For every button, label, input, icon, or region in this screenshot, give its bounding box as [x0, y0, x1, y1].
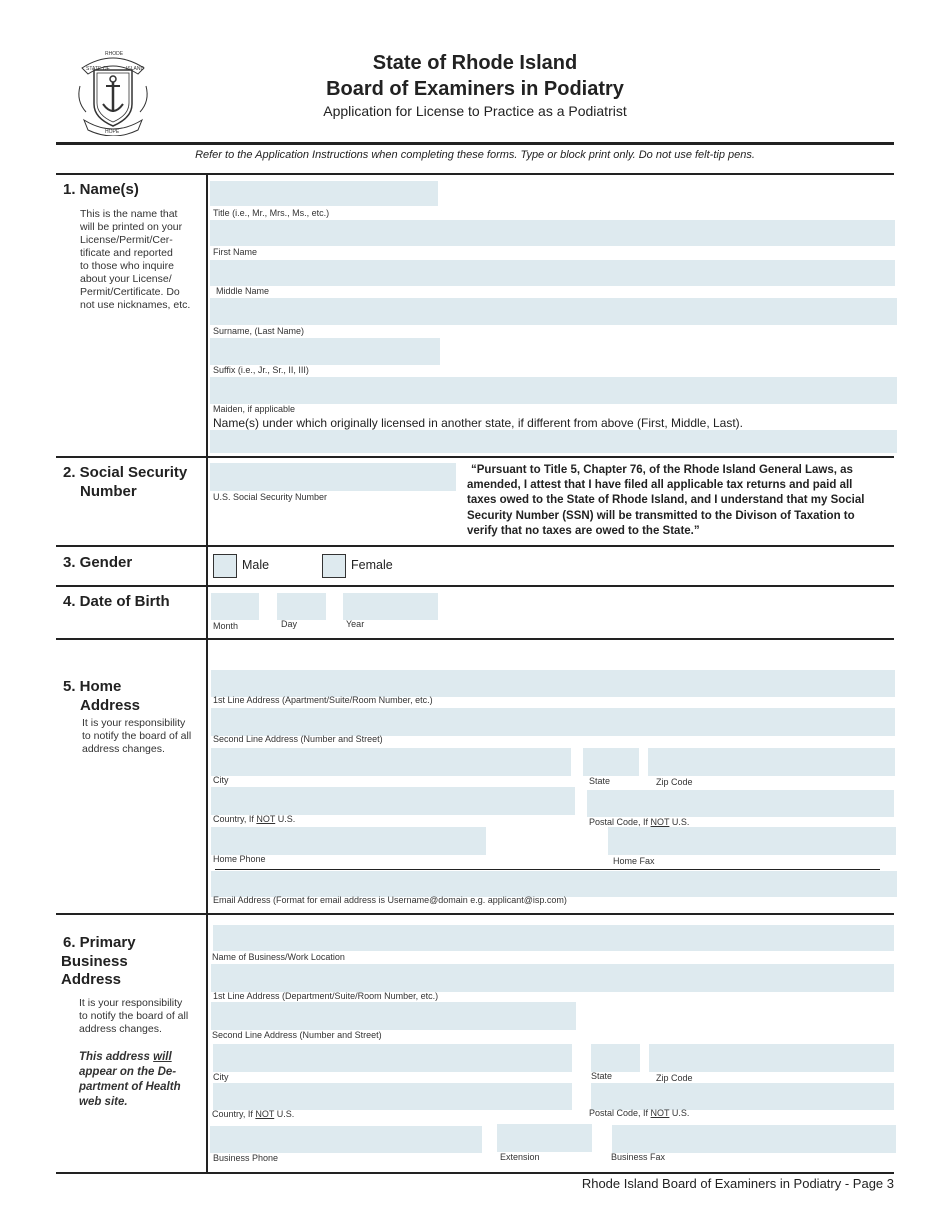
section-note [82, 717, 191, 756]
label-part: U.S. [669, 817, 690, 827]
field-label: Zip Code [656, 777, 693, 787]
field-label: Home Fax [613, 856, 655, 866]
label-part: NOT [255, 1109, 275, 1119]
note-line: appear on the De- [79, 1066, 177, 1078]
column-divider [206, 175, 208, 1173]
home-city-field[interactable] [211, 748, 571, 776]
business-city-field[interactable] [213, 1044, 572, 1072]
note-line: not use nicknames, etc. [80, 299, 191, 311]
divider [56, 142, 894, 145]
section-title: 2. Social Security [63, 464, 188, 481]
birth-day-field[interactable] [277, 593, 326, 620]
note-line: address changes. [82, 743, 165, 755]
page-subtitle: Application for License to Practice as a Podiatrist [323, 103, 627, 119]
note-line: It is your responsibility [82, 717, 186, 729]
field-label [589, 817, 689, 827]
business-phone-field[interactable] [210, 1126, 482, 1153]
middle-name-field[interactable] [210, 260, 895, 286]
note-line: partment of Health [79, 1081, 181, 1093]
business-state-field[interactable] [591, 1044, 640, 1072]
label-part: U.S. [274, 1109, 295, 1119]
business-extension-field[interactable] [497, 1124, 592, 1152]
field-label: City [213, 1072, 229, 1082]
note-line: License/Permit/Cer- [80, 234, 173, 246]
checkbox-label: Male [242, 558, 270, 572]
section-title: 5. Home [63, 678, 122, 695]
note-line: will be printed on your [80, 221, 183, 233]
website-notice [79, 1050, 181, 1110]
field-label: 1st Line Address (Department/Suite/Room Number, etc.) [213, 991, 439, 1001]
statement-line: “Pursuant to Title 5, Chapter 76, of the Rhode Island General Laws, as [471, 464, 853, 476]
home-state-field[interactable] [583, 748, 639, 776]
field-label: Second Line Address (Number and Street) [212, 1030, 382, 1040]
divider [56, 545, 894, 547]
section-title: Number [80, 483, 137, 500]
divider [56, 913, 894, 915]
seal-word: ISLAND [126, 66, 145, 72]
note-line: tificate and reported [80, 247, 173, 259]
home-country-field[interactable] [211, 787, 575, 815]
home-address-line2-field[interactable] [211, 708, 895, 736]
field-label: Extension [500, 1152, 540, 1162]
field-label: Middle Name [216, 286, 270, 296]
label-part: Country, If [212, 1109, 256, 1119]
note-part: will [153, 1051, 172, 1063]
note-line: to notify the board of all [79, 1010, 189, 1022]
label-part: U.S. [669, 1108, 690, 1118]
statement-line: taxes owed to the State of Rhode Island, and I understand that my Social [467, 494, 865, 507]
field-label: Home Phone [213, 854, 266, 864]
first-name-field[interactable] [210, 220, 895, 246]
field-label: 1st Line Address (Apartment/Suite/Room Number, etc.) [213, 695, 433, 705]
divider [56, 585, 894, 587]
section-title: Address [61, 971, 122, 988]
other-names-field[interactable] [210, 430, 897, 453]
section-title: 1. Name(s) [63, 181, 139, 198]
rule-line [215, 869, 880, 870]
surname-field[interactable] [210, 298, 897, 325]
checkbox-label: Female [351, 558, 393, 572]
section-title: 4. Date of Birth [63, 593, 170, 610]
page-title: Board of Examiners in Podiatry [326, 78, 624, 100]
field-label [212, 1109, 294, 1119]
field-label: State [591, 1071, 613, 1081]
section-note [80, 208, 190, 312]
field-label: Name of Business/Work Location [212, 952, 345, 962]
seal-word: HOPE [105, 129, 120, 135]
other-names-label: Name(s) under which originally licensed in another state, if different from above (First, Middle, Last). [213, 416, 744, 430]
field-label: City [213, 775, 229, 785]
suffix-field[interactable] [210, 338, 440, 365]
note-line [79, 1050, 181, 1065]
section-title: Address [80, 697, 141, 714]
note-line: about your License/ [80, 273, 172, 285]
field-label: State [589, 776, 611, 786]
business-fax-field[interactable] [612, 1125, 896, 1153]
statement-line: amended, I attest that I have filed all applicable tax returns and paid all [467, 479, 853, 492]
instructions: Refer to the Application Instructions when completing these forms. Type or block print only. Do not use felt-tip pens. [195, 149, 755, 161]
section-title: 3. Gender [63, 554, 133, 571]
field-label: First Name [213, 247, 258, 257]
birth-month-field[interactable] [211, 593, 259, 620]
business-name-field[interactable] [213, 925, 894, 951]
seal-word: STATE OF [86, 66, 110, 72]
note-line: web site. [79, 1096, 128, 1108]
divider [56, 1172, 894, 1174]
section-title: 6. Primary [63, 934, 136, 951]
home-address-line1-field[interactable] [211, 670, 895, 697]
note-part: This address [79, 1051, 154, 1063]
page-title: State of Rhode Island [372, 52, 578, 74]
field-label: Month [213, 621, 239, 631]
label-part: Country, If [213, 814, 257, 824]
field-label: Suffix (i.e., Jr., Sr., II, III) [213, 365, 309, 375]
field-label: Business Fax [611, 1152, 666, 1162]
divider [56, 173, 894, 175]
section-title: Business [61, 953, 128, 970]
field-label: Maiden, if applicable [213, 404, 296, 414]
field-label: Title (i.e., Mr., Mrs., Ms., etc.) [213, 208, 330, 218]
label-part: U.S. [275, 814, 296, 824]
business-postal-code-field[interactable] [591, 1083, 894, 1110]
ssn-statement [467, 463, 864, 539]
field-label: Second Line Address (Number and Street) [213, 734, 383, 744]
section-note [79, 997, 188, 1036]
female-checkbox[interactable] [322, 554, 346, 578]
business-address-line2-field[interactable] [211, 1002, 576, 1030]
seal-word: RHODE [105, 51, 124, 57]
home-fax-field[interactable] [608, 827, 896, 855]
business-country-field[interactable] [213, 1083, 572, 1110]
title-field[interactable] [210, 181, 438, 206]
label-part: NOT [650, 817, 670, 827]
home-postal-code-field[interactable] [587, 790, 894, 817]
note-line: Permit/Certificate. Do [80, 286, 180, 298]
note-line: address changes. [79, 1023, 162, 1035]
field-label: Day [281, 619, 298, 629]
male-checkbox[interactable] [213, 554, 237, 578]
label-part: Postal Code, If [589, 1108, 651, 1118]
note-line: to those who inquire [80, 260, 174, 272]
email-field[interactable] [211, 871, 897, 897]
note-line: to notify the board of all [82, 730, 192, 742]
field-label: Business Phone [213, 1153, 279, 1163]
label-part: Postal Code, If [589, 817, 651, 827]
label-part: NOT [650, 1108, 670, 1118]
business-address-line1-field[interactable] [211, 964, 894, 992]
home-zip-field[interactable] [648, 748, 895, 776]
divider [56, 638, 894, 640]
field-label [589, 1108, 689, 1118]
statement-line: Security Number (SSN) will be transmitted to the Divison of Taxation to [467, 509, 855, 522]
field-label: Year [346, 619, 365, 629]
field-label: U.S. Social Security Number [213, 492, 328, 502]
field-label: Zip Code [656, 1073, 693, 1083]
field-label [213, 814, 295, 824]
ssn-field[interactable] [210, 463, 456, 491]
field-label: Email Address (Format for email address is Username@domain e.g. applicant@isp.com) [213, 895, 567, 905]
maiden-name-field[interactable] [210, 377, 897, 404]
note-line: This is the name that [80, 208, 178, 220]
birth-year-field[interactable] [343, 593, 438, 620]
note-line: It is your responsibility [79, 997, 183, 1009]
business-zip-field[interactable] [649, 1044, 894, 1072]
home-phone-field[interactable] [211, 827, 486, 855]
page-footer: Rhode Island Board of Examiners in Podiatry - Page 3 [581, 1176, 894, 1191]
divider [56, 456, 894, 458]
statement-line: verify that no taxes are owed to the State.” [467, 524, 700, 537]
field-label: Surname, (Last Name) [213, 326, 305, 336]
label-part: NOT [256, 814, 276, 824]
